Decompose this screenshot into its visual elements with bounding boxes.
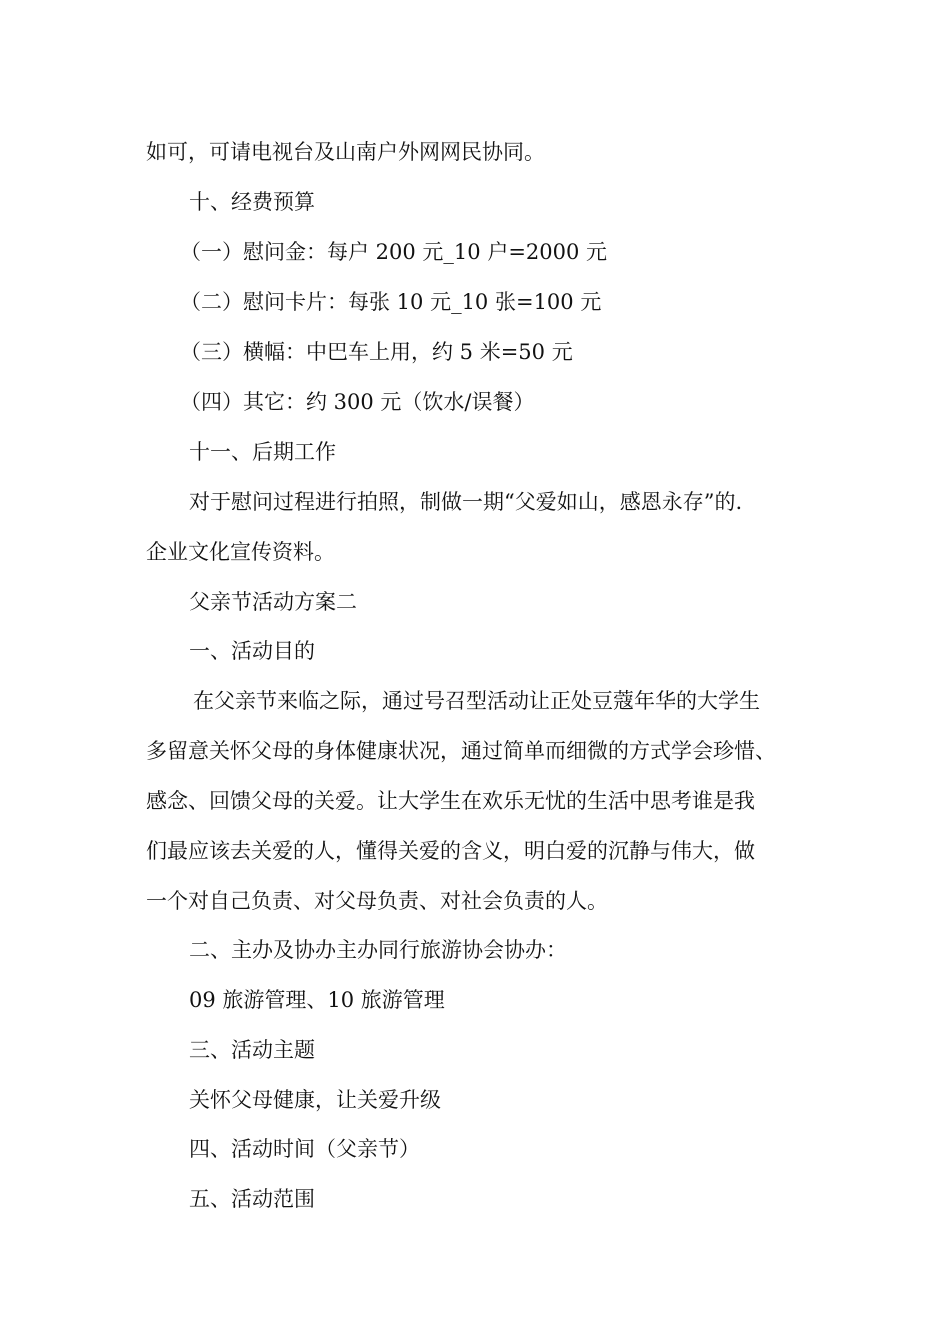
budget-item: （三）横幅：中巴车上用，约 5 米=50 元 (180, 340, 573, 364)
section-heading: 十、经费预算 (189, 190, 315, 214)
paragraph-line: 感念、回馈父母的关爱。让大学生在欢乐无忧的生活中思考谁是我 (146, 789, 755, 813)
paragraph-line: 在父亲节来临之际，通过号召型活动让正处豆蔻年华的大学生 (193, 689, 760, 713)
section-heading: 五、活动范围 (189, 1187, 315, 1211)
paragraph-line: 一个对自己负责、对父母负责、对社会负责的人。 (146, 889, 608, 913)
paragraph-line: 关怀父母健康，让关爱升级 (189, 1088, 441, 1112)
section-heading: 三、活动主题 (189, 1038, 315, 1062)
section-heading: 一、活动目的 (189, 639, 315, 663)
budget-item: （二）慰问卡片：每张 10 元_10 张=100 元 (180, 290, 602, 314)
budget-item: （一）慰问金：每户 200 元_10 户=2000 元 (180, 240, 608, 264)
paragraph-line: 多留意关怀父母的身体健康状况，通过简单而细微的方式学会珍惜、 (146, 739, 776, 763)
section-heading: 二、主办及协办主办同行旅游协会协办： (189, 938, 567, 962)
paragraph-line: 企业文化宣传资料。 (146, 540, 335, 564)
section-heading: 四、活动时间（父亲节） (189, 1137, 420, 1161)
budget-item: （四）其它：约 300 元（饮水/误餐） (180, 390, 535, 414)
paragraph-line: 们最应该去关爱的人，懂得关爱的含义，明白爱的沉静与伟大，做 (146, 839, 755, 863)
paragraph-line: 09 旅游管理、10 旅游管理 (189, 988, 445, 1012)
paragraph-line: 对于慰问过程进行拍照，制做一期“父爱如山，感恩永存”的. (189, 490, 743, 514)
paragraph-line: 如可，可请电视台及山南户外网网民协同。 (146, 140, 545, 164)
document-subtitle: 父亲节活动方案二 (189, 590, 357, 614)
section-heading: 十一、后期工作 (189, 440, 336, 464)
